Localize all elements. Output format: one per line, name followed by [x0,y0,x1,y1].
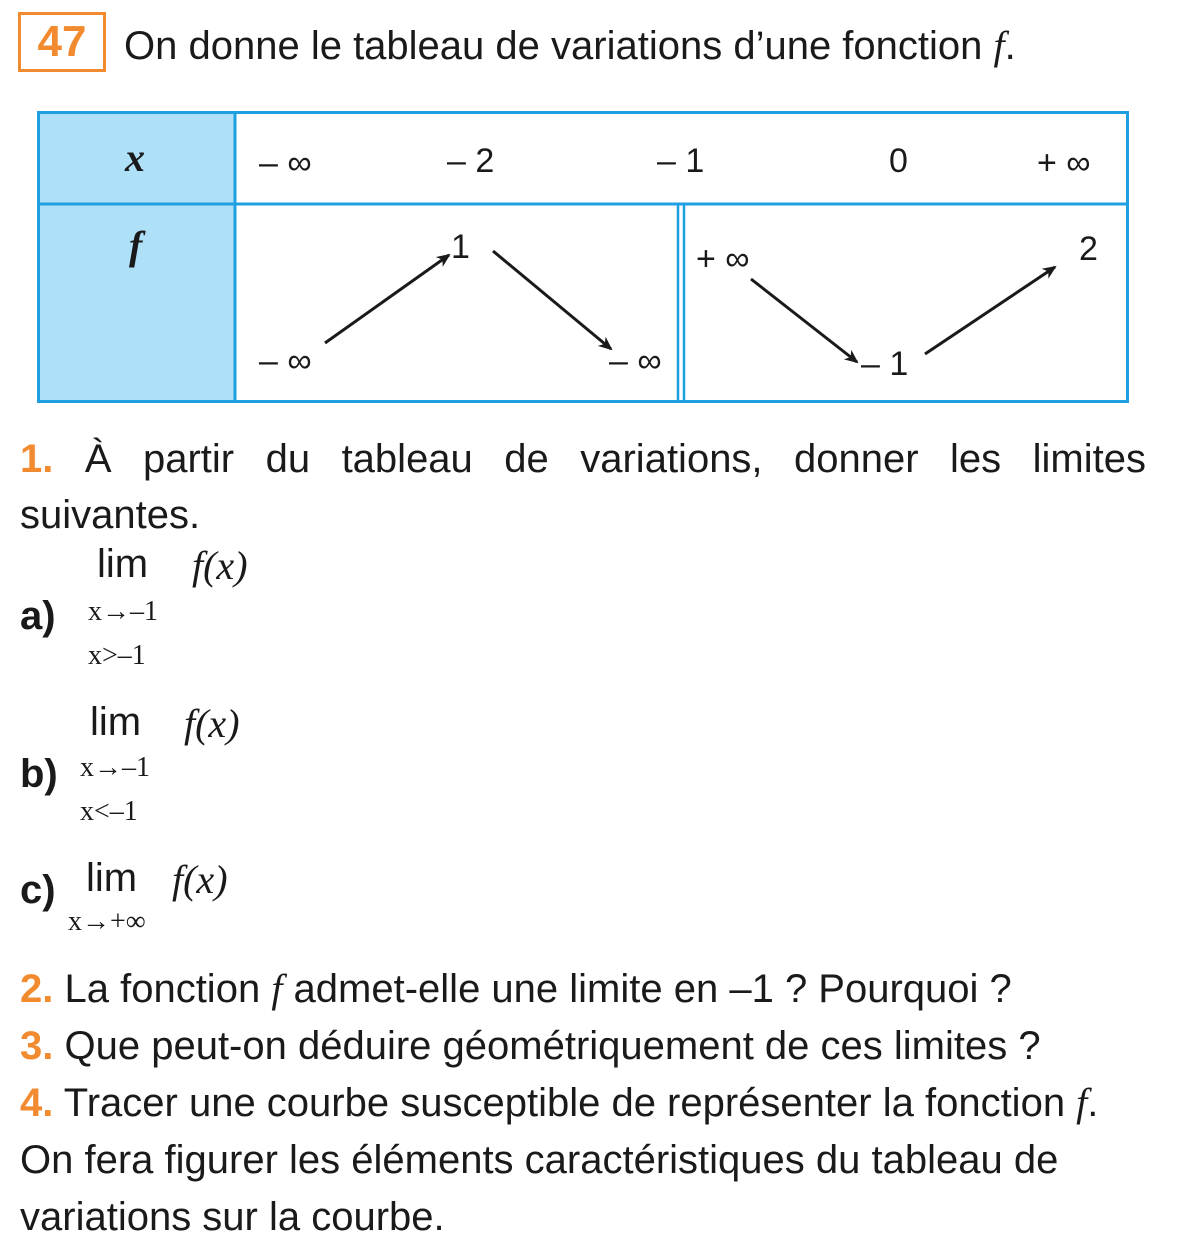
exercise-number-badge [18,12,106,72]
question-4-number: 4. [20,1081,54,1125]
question-1-text: À partir du tableau de variations, donner les limites [84,437,1146,481]
item-b-fx: f(x) [184,701,240,746]
item-c-fx: f(x) [172,857,228,902]
question-4-text-before: Tracer une courbe susceptible de représenter la fonction [63,1081,1077,1125]
intro-period: . [1004,24,1016,68]
question-2-variable: f [271,966,283,1011]
item-b-sub-condition: x<–1 [80,796,138,827]
question-4-variable: f [1076,1080,1088,1125]
question-3-number: 3. [20,1024,54,1068]
item-a-label: a) [20,594,56,638]
question-4-line-2: On fera figurer les éléments caractéristiques du tableau de [20,1138,1059,1182]
arrow-increasing-left [325,255,449,343]
row-label-x: x [125,135,145,180]
item-b-label: b) [20,752,58,796]
item-b-sub-approach: x→–1 [80,752,150,783]
f-left-end: – ∞ [609,342,662,380]
x-value-minus-2: – 2 [447,142,495,180]
item-c-sub-approach: x→+∞ [68,906,146,937]
item-c-label: c) [20,868,56,912]
question-1-line-2: suivantes. [20,493,201,537]
f-left-start: – ∞ [259,342,312,380]
f-right-start: + ∞ [696,240,750,278]
item-b-lim: lim [90,700,142,744]
item-c-lim: lim [86,856,138,900]
question-1-line-1 [20,434,1146,484]
f-right-min: – 1 [861,345,909,383]
x-value-plus-infinity: + ∞ [1037,144,1091,182]
arrow-decreasing-left [493,251,611,349]
exercise-intro [124,22,1016,70]
question-4-line-1 [20,1078,1098,1128]
arrow-increasing-right [925,267,1055,354]
item-a-sub-approach: x→–1 [88,596,158,627]
item-a-fx: f(x) [192,543,248,588]
question-2-text-after: admet-elle une limite en –1 ? Pourquoi ? [282,967,1012,1011]
arrow-decreasing-right [751,279,857,362]
exercise-number: 47 [37,17,87,66]
item-a-lim: lim [97,542,149,586]
intro-text: On donne le tableau de variations d’une fonction [124,24,994,68]
question-2-text-before: La fonction [64,967,272,1011]
question-2 [20,964,1012,1014]
variation-table [37,111,1129,403]
item-a-sub-condition: x>–1 [88,640,146,671]
variation-table-grid [37,111,1129,403]
question-1-number: 1. [20,437,54,481]
question-4-line-3: variations sur la courbe. [20,1195,445,1239]
row-label-f: f [129,223,143,268]
question-3 [20,1021,1041,1071]
f-left-max: 1 [451,228,470,266]
x-value-minus-1: – 1 [657,142,705,180]
x-value-0: 0 [889,142,908,180]
x-value-minus-infinity: – ∞ [259,144,312,182]
intro-variable: f [993,23,1005,68]
question-2-number: 2. [20,967,54,1011]
question-4-text-after: . [1087,1081,1099,1125]
f-right-end: 2 [1079,230,1098,268]
question-3-text: Que peut-on déduire géométriquement de ces limites ? [64,1024,1041,1068]
